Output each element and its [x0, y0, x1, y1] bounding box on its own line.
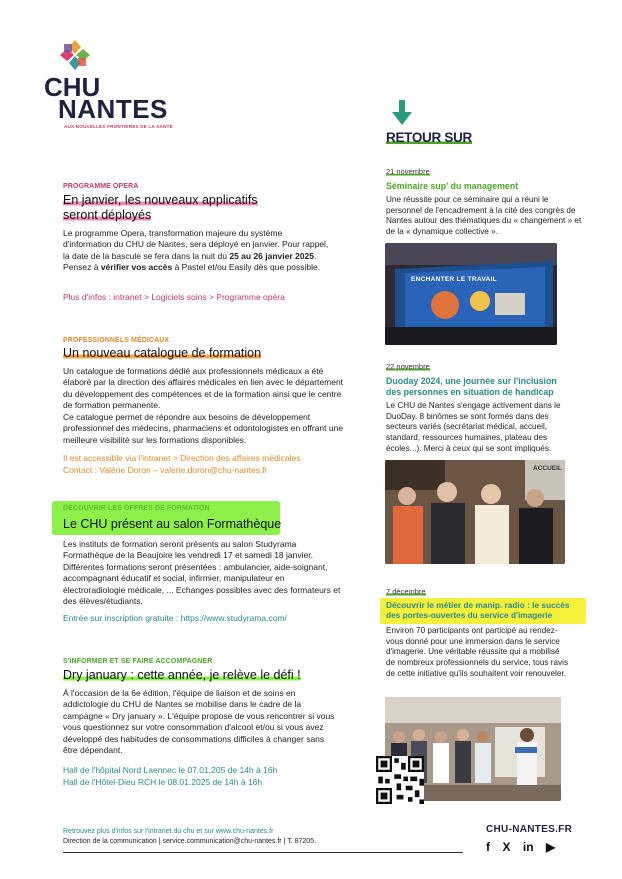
article-1-headline-line1: En janvier, les nouveaux applicatifs	[63, 193, 258, 207]
article-1-body-1: Le programme Opera, transformation majeure du système d'information du CHU de Nantes, sera déployé en janvier. Pour rappel, la date de la bascule se fera dans la nuit du	[63, 228, 329, 261]
article-1-body-bold-1: 25 au 26 janvier 2025	[229, 250, 314, 261]
duoday-photo	[385, 460, 565, 564]
footer-divider	[63, 852, 463, 853]
article-1-body	[63, 228, 331, 274]
article-3-headline: Le CHU présent au salon Formathèque	[63, 517, 282, 531]
seminar-screen-text: ENCHANTER LE TRAVAIL	[411, 276, 497, 283]
article-2-paragraph-1: Un catalogue de formations dédié aux professionnels médicaux a été élaboré par la direction des affaires médicales en lien avec le département du développement des compétences et de la formation ainsi que le centre de formation permanente.	[63, 366, 344, 411]
logo-line-chu: CHU	[44, 72, 101, 102]
retour-2-body: Le CHU de Nantes s'engage activement dans le DuoDay. 8 binômes se sont formés dans des secteurs variés (secrétariat médical, accueil, standard, ressources humaines, plateau des écoles...). Merci à ceux qui se sont impliqués.	[386, 401, 561, 453]
retour-1-date-text: 21 novembre	[386, 167, 430, 176]
article-1-body-bold-2: vérifier vos accès	[100, 262, 173, 273]
retour-1-headline: Séminaire sup' du management	[386, 181, 519, 191]
retour-1-date	[386, 167, 430, 176]
x-icon[interactable]: X	[502, 840, 511, 854]
chu-logo	[44, 38, 194, 134]
seminar-photo	[385, 243, 557, 345]
retour-1-body: Une réussite pour ce séminaire qui a réuni le personnel de l'encadrement à la cité des congrès de Nantes autour des thématiques du « changement » et de la « dynamique collective ».	[386, 195, 582, 236]
article-2-category: PROFESSIONNELS MÉDICAUX	[63, 337, 170, 344]
article-2-body	[63, 366, 345, 446]
duoday-sign-text: ACCUEIL	[533, 465, 562, 472]
article-1-headline-line2: seront déployés	[63, 208, 152, 222]
retour-2-date-text: 22 novembre	[386, 362, 430, 371]
article-4-link-laennec: Hall de l'hôpital Nord Laennec le 07.01.205 de 14h à 16h	[63, 765, 278, 775]
retour-2-date	[386, 362, 430, 371]
footer-line-2: Direction de la communication | service.communication@chu-nantes.fr | T. 87205.	[63, 838, 317, 845]
article-1-link[interactable]: Plus d'infos : intranet > Logiciels soins > Programme opéra	[63, 292, 285, 302]
facebook-icon[interactable]: f	[486, 840, 490, 854]
article-2-link-intranet[interactable]: Il est accessible via l'intranet > Direction des affaires médicales	[63, 453, 301, 463]
retour-2-headline: Duoday 2024, une journée sur l'inclusion des personnes en situation de handicap	[386, 376, 557, 397]
linkedin-icon[interactable]: in	[522, 840, 534, 854]
article-4-category: S'INFORMER ET SE FAIRE ACCOMPAGNER	[63, 658, 213, 665]
retour-3-date	[386, 587, 426, 596]
duoday-photo-scene	[385, 460, 565, 564]
article-3-link[interactable]: Entrée sur inscription gratuite : https://www.studyrama.com/	[63, 613, 287, 623]
arrow-down-icon	[392, 100, 412, 126]
article-2-headline-text: Un nouveau catalogue de formation	[63, 346, 262, 360]
article-2-paragraph-2: Ce catalogue permet de répondre aux besoins de développement professionnel des médecins, pharmaciens et odontologistes en offrant une meilleure visibilité sur les formations disponibles.	[63, 411, 344, 445]
article-4-link-hoteldieu: Hall de l'Hôtel-Dieu RCH le 08.01.2025 de 14h à 16h	[63, 777, 263, 787]
article-1-category: PROGRAMME OPERA	[63, 183, 139, 190]
article-2-headline	[63, 346, 261, 361]
article-4-headline-text: Dry january : cette année, je relève le défi !	[63, 668, 301, 682]
article-1-body-2: . Pensez à	[63, 250, 317, 273]
retour-sur-title	[386, 130, 472, 145]
logo-line-nantes: NANTES	[58, 94, 168, 124]
article-1-headline	[63, 193, 353, 223]
retour-3-date-text: 7 décembre	[386, 587, 426, 596]
chu-flower-icon	[58, 38, 92, 72]
article-2-link-contact[interactable]: Contact : Valérie Doron – valerie.doron@chu-nantes.fr	[63, 465, 268, 475]
article-1-body-3: à Pastel et/ou Easily dès que possible.	[174, 262, 321, 273]
footer-line-1: Retrouvez plus d'infos sur l'intranet du chu et sur www.chu-nantes.fr	[63, 828, 274, 835]
logo-tagline: AUX NOUVELLES FRONTIÈRES DE LA SANTÉ	[64, 124, 173, 129]
retour-3-headline: Découvrir le métier de manip. radio : le succès des portes-ouvertes du service d'imagerie	[386, 600, 570, 621]
social-icons	[486, 838, 563, 856]
article-3-category: DÉCOUVRIR LES OFFRES DE FORMATION	[63, 505, 210, 512]
youtube-icon[interactable]: ▶	[546, 840, 556, 854]
retour-3-body: Environ 70 participants ont participé au rendez-vous donné pour une immersion dans le service d'imagerie. Une véritable réussite qui a mobilisé de nombreux professionnels du service, tous ravis de cette initiative qu'ils souhaitent voir renouveler.	[386, 626, 569, 678]
article-3-body: Les instituts de formation seront présents au salon Studyrama Formathèque de la Beaujoire les vendredi 17 et samedi 18 janvier. Différentes formations seront présentées : ambulancier, aide-soignant, accompagnant éducatif et social, infirmier, manipulateur en électroradiologie médicale, ... Echanges possibles avec des formateurs et des élèves/étudiants.	[63, 539, 341, 607]
article-4-headline	[63, 668, 301, 683]
retour-sur-label: RETOUR SUR	[386, 130, 473, 145]
qr-code-icon[interactable]	[376, 756, 424, 804]
footer-site[interactable]: CHU-NANTES.FR	[486, 824, 573, 835]
seminar-photo-scene	[385, 243, 557, 345]
article-4-body: À l'occasion de la 6e édition, l'équipe de liaison et de soins en addictologie du CHU de Nantes se mobilise dans le cadre de la campagne « Dry january ». L'équipe propose de vous rencontrer si vous vous questionnez sur votre consommation d'alcool et/ou si vous avez développé des habitudes de consommations difficiles à changer sans être dépendant.	[63, 688, 335, 756]
